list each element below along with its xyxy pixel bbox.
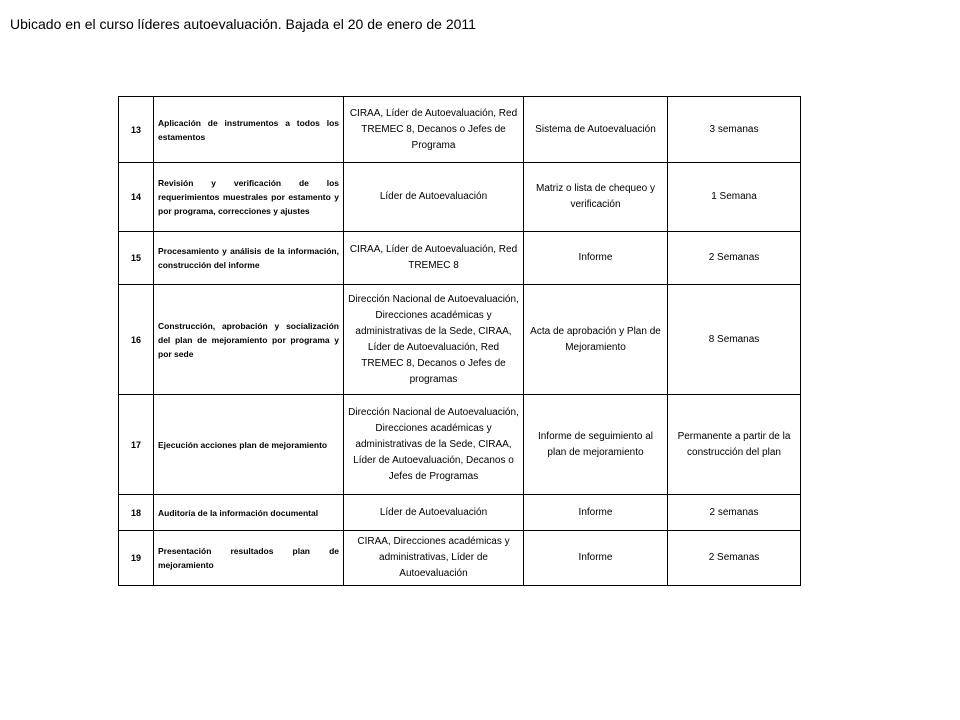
- time-cell: 1 Semana: [668, 163, 801, 232]
- activity-table: [118, 96, 801, 586]
- table-row: [119, 97, 801, 163]
- activity-cell: Revisión y verificación de los requerimientos muestrales por estamento y por programa, correcciones y ajustes: [154, 163, 344, 232]
- responsible-cell: Dirección Nacional de Autoevaluación, Direcciones académicas y administrativas de la Sede, CIRAA, Líder de Autoevaluación, Red TREMEC 8, Decanos o Jefes de programas: [344, 285, 524, 395]
- table-row: [119, 285, 801, 395]
- product-cell: Acta de aprobación y Plan de Mejoramiento: [524, 285, 668, 395]
- row-number: 15: [119, 232, 154, 285]
- product-cell: Sistema de Autoevaluación: [524, 97, 668, 163]
- table-row: [119, 395, 801, 495]
- product-cell: Matriz o lista de chequeo y verificación: [524, 163, 668, 232]
- responsible-cell: CIRAA, Líder de Autoevaluación, Red TREMEC 8: [344, 232, 524, 285]
- responsible-cell: Líder de Autoevaluación: [344, 495, 524, 531]
- product-cell: Informe: [524, 531, 668, 586]
- row-number: 19: [119, 531, 154, 586]
- row-number: 14: [119, 163, 154, 232]
- time-cell: 2 semanas: [668, 495, 801, 531]
- table-row: [119, 531, 801, 586]
- row-number: 16: [119, 285, 154, 395]
- time-cell: 3 semanas: [668, 97, 801, 163]
- product-cell: Informe de seguimiento al plan de mejoramiento: [524, 395, 668, 495]
- activity-cell: Construcción, aprobación y socialización del plan de mejoramiento por programa y por sede: [154, 285, 344, 395]
- product-cell: Informe: [524, 495, 668, 531]
- time-cell: 2 Semanas: [668, 232, 801, 285]
- responsible-cell: CIRAA, Líder de Autoevaluación, Red TREMEC 8, Decanos o Jefes de Programa: [344, 97, 524, 163]
- table-row: [119, 495, 801, 531]
- time-cell: 2 Semanas: [668, 531, 801, 586]
- activity-cell: Presentación resultados plan de mejoramiento: [154, 531, 344, 586]
- responsible-cell: Líder de Autoevaluación: [344, 163, 524, 232]
- activity-cell: Aplicación de instrumentos a todos los estamentos: [154, 97, 344, 163]
- responsible-cell: Dirección Nacional de Autoevaluación, Direcciones académicas y administrativas de la Sede, CIRAA, Líder de Autoevaluación, Decanos o Jefes de Programas: [344, 395, 524, 495]
- table-row: [119, 163, 801, 232]
- responsible-cell: CIRAA, Direcciones académicas y administrativas, Líder de Autoevaluación: [344, 531, 524, 586]
- activity-cell: Procesamiento y análisis de la información, construcción del informe: [154, 232, 344, 285]
- row-number: 13: [119, 97, 154, 163]
- table-row: [119, 232, 801, 285]
- time-cell: 8 Semanas: [668, 285, 801, 395]
- page-title: Ubicado en el curso líderes autoevaluación. Bajada el 20 de enero de 2011: [10, 16, 476, 32]
- time-cell: Permanente a partir de la construcción del plan: [668, 395, 801, 495]
- activity-cell: Ejecución acciones plan de mejoramiento: [154, 395, 344, 495]
- row-number: 17: [119, 395, 154, 495]
- row-number: 18: [119, 495, 154, 531]
- product-cell: Informe: [524, 232, 668, 285]
- activity-cell: Auditoría de la información documental: [154, 495, 344, 531]
